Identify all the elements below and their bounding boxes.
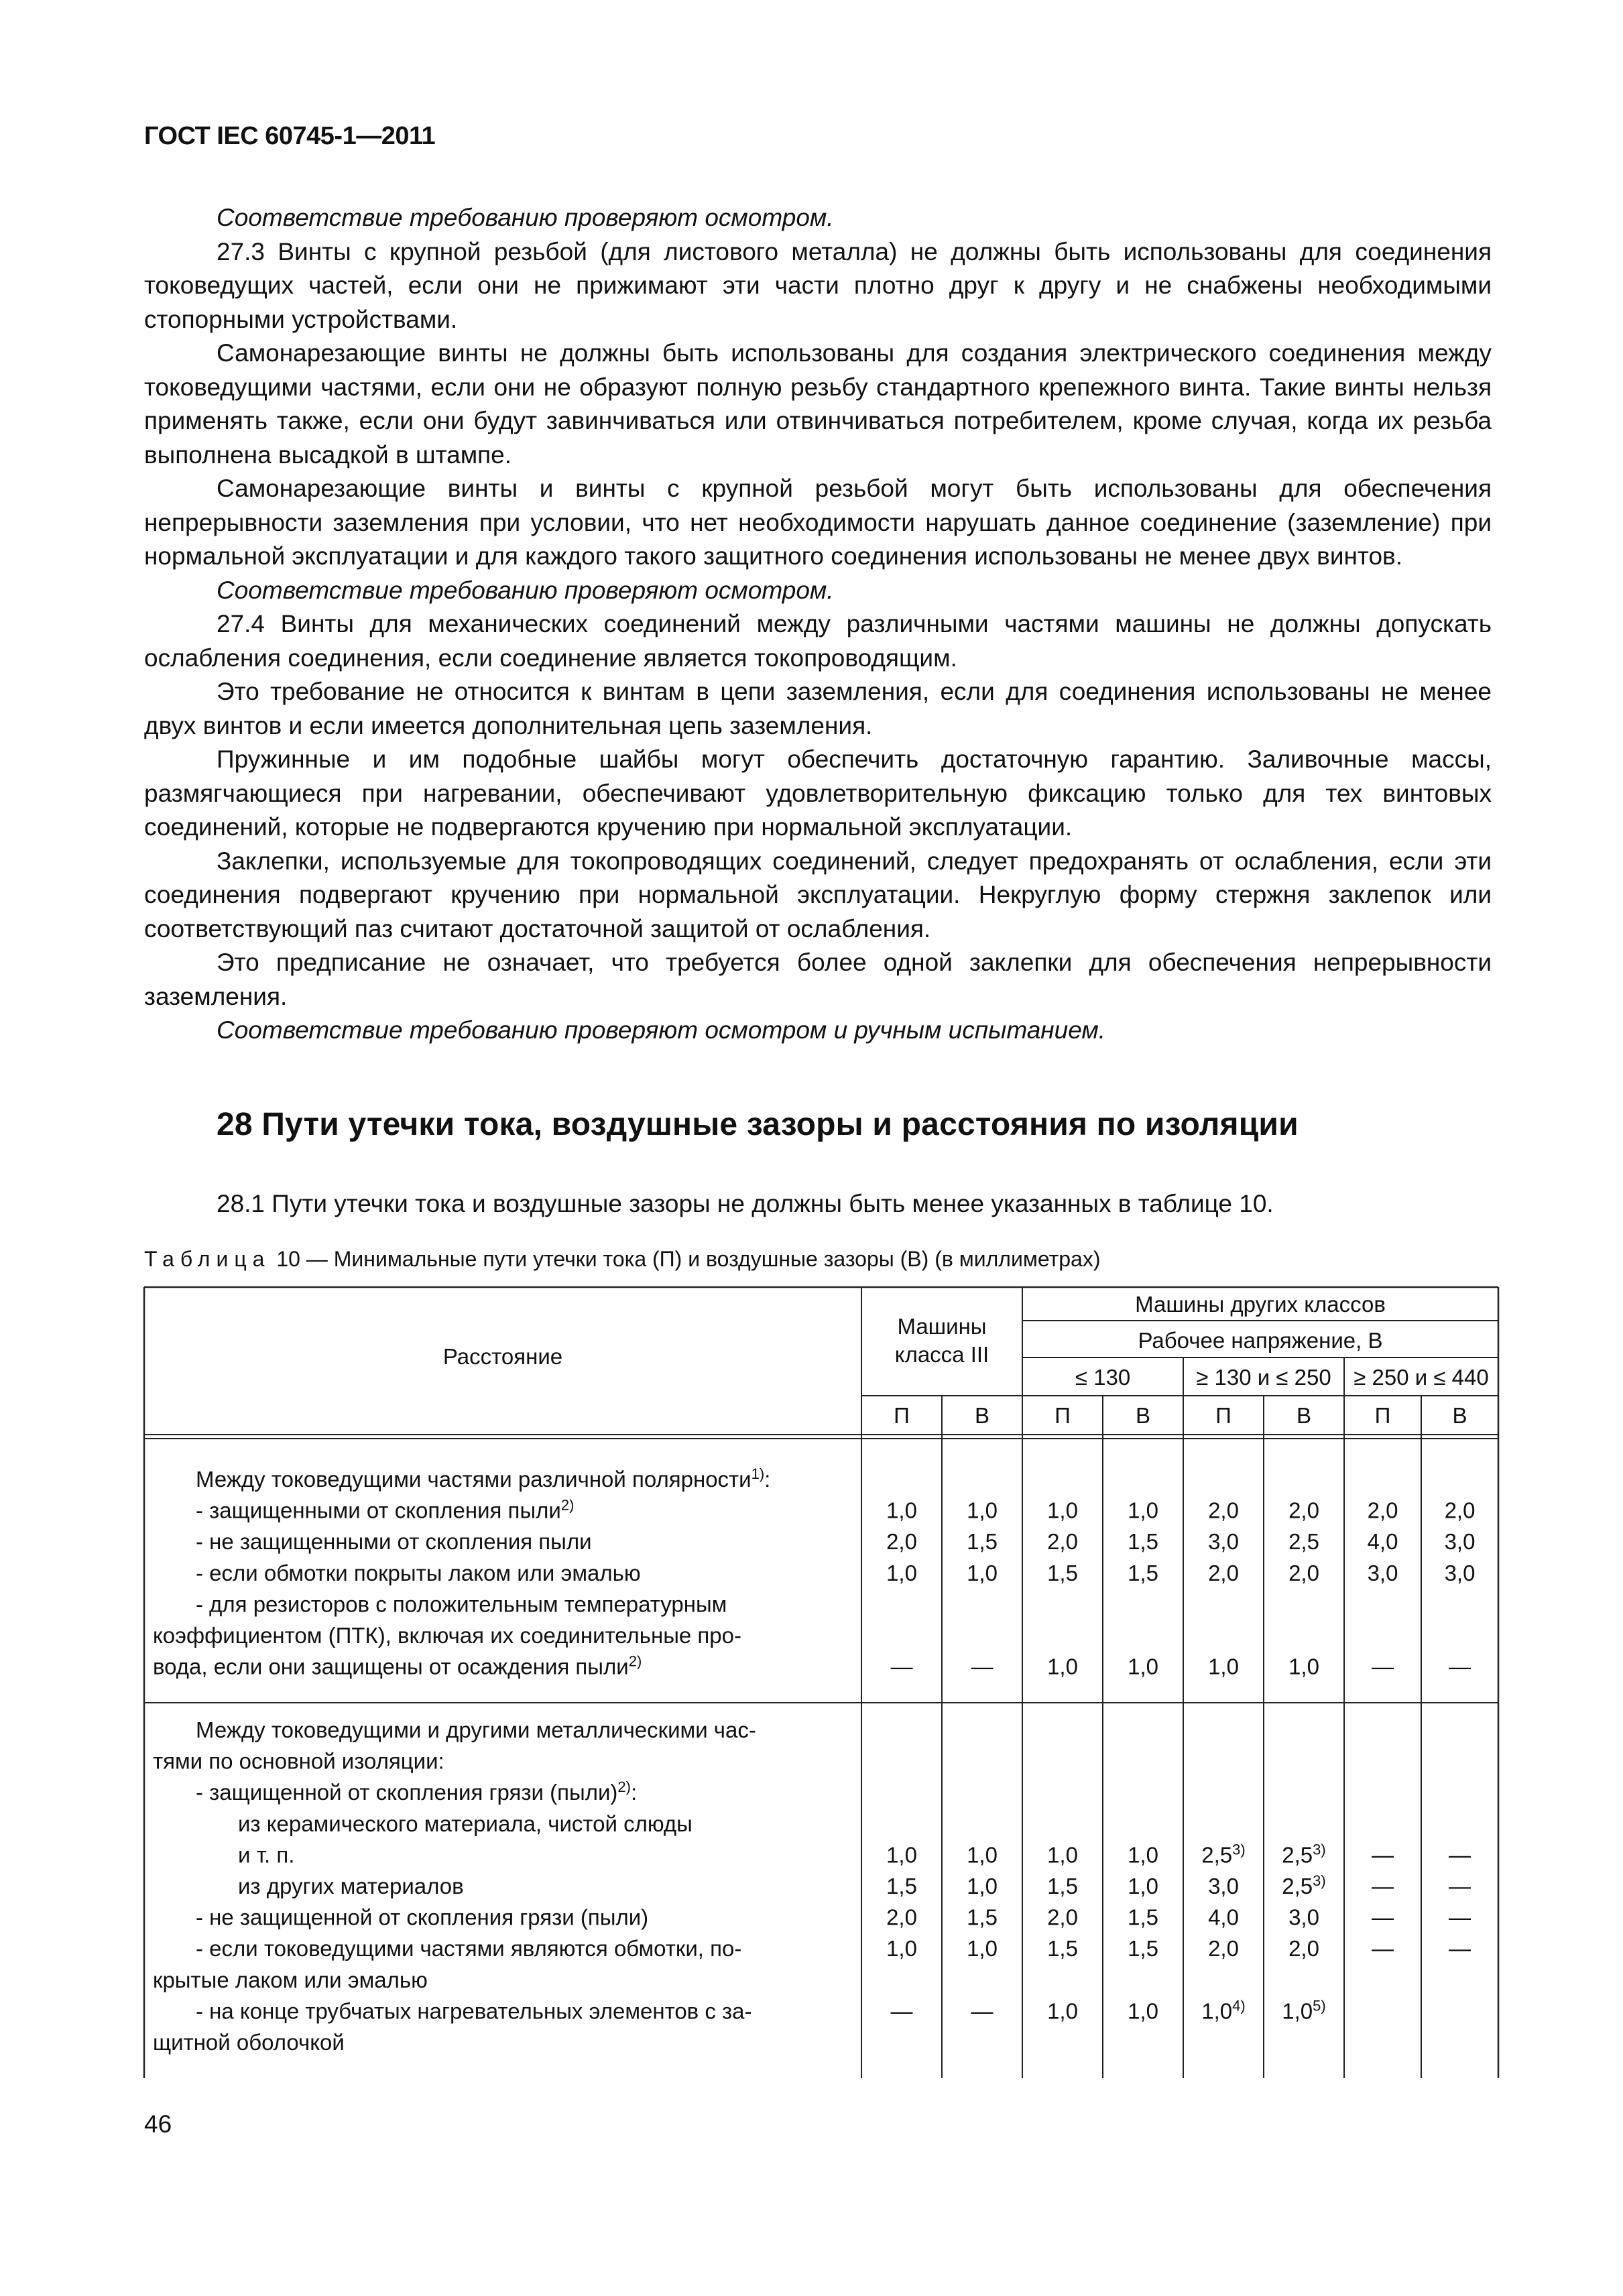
clause-28-1: 28.1 Пути утечки тока и воздушные зазоры не должны быть менее указанных в таблице 10.	[217, 1190, 1274, 1217]
cell-number: 2,0	[1047, 1905, 1078, 1930]
cell-number: 1,0	[886, 1936, 917, 1961]
paragraph: Самонарезающие винты не должны быть использованы для создания электрического соединения между токоведущими частями, если они не образуют полную резьбу стандартного крепежного винта. Такие винты нельзя применять также, если они будут завинчиваться или отвинчиваться потребителем, кроме случая, когда их резьба выполнена высадкой в штампе.	[144, 339, 1492, 469]
cell-number: —	[1449, 1874, 1471, 1898]
cell-number: —	[1372, 1936, 1394, 1961]
cell-number: 2,5	[1201, 1842, 1233, 1868]
table-cell-value	[1128, 1529, 1158, 1554]
cell-number: 1,0	[967, 1874, 998, 1898]
row-label-line	[196, 1717, 756, 1742]
header-p-b: В	[1135, 1403, 1151, 1428]
table-cell-value	[1288, 1529, 1319, 1554]
cell-number: 2,5	[1288, 1529, 1319, 1555]
table-cell-value	[1282, 1872, 1325, 1898]
header-p-b: В	[1296, 1403, 1312, 1428]
table-cell-value	[1372, 1874, 1394, 1898]
row-label-line	[196, 1936, 741, 1961]
table-cell-value	[1128, 1561, 1158, 1585]
cell-number: 2,5	[1282, 1842, 1313, 1868]
footnote-ref: 3)	[1313, 1872, 1326, 1889]
cell-number: 3,0	[1367, 1560, 1398, 1585]
row-label-text: крытые лаком или эмалью	[153, 1967, 428, 1992]
paragraph: Это предписание не означает, что требуется более одной заклепки для обеспечения непрерывности заземления.	[144, 949, 1492, 1010]
cell-number: —	[971, 1654, 994, 1679]
cell-number: 3,0	[1208, 1529, 1239, 1555]
table-cell-value	[967, 1936, 998, 1961]
footnote-ref: 5)	[1313, 1997, 1326, 2014]
table-cell-value	[1128, 1905, 1158, 1930]
cell-number: 1,5	[967, 1529, 998, 1555]
row-label-text: - на конце трубчатых нагревательных элементов с за-	[196, 1998, 752, 2024]
row-label-text: щитной оболочкой	[153, 2030, 345, 2055]
cell-number: 1,0	[967, 1560, 998, 1585]
cell-number: 2,0	[886, 1905, 917, 1930]
row-label-line	[153, 2030, 345, 2055]
cell-number: —	[1372, 1842, 1394, 1868]
table-cell-value	[1449, 1842, 1471, 1867]
paragraph: Это требование не относится к винтам в цепи заземления, если для соединения использованы не менее двух винтов и если имеется дополнительная цепь заземления.	[144, 678, 1492, 739]
header-working-voltage: Рабочее напряжение, В	[1138, 1328, 1383, 1353]
table-cell-value	[1047, 1561, 1078, 1585]
header-voltage-range: ≥ 250 и ≤ 440	[1354, 1365, 1489, 1390]
table-cell-value	[886, 1842, 917, 1867]
row-label-text: из керамического материала, чистой слюды	[238, 1811, 693, 1836]
cell-number: —	[890, 1654, 913, 1679]
cell-number: —	[1449, 1905, 1471, 1930]
row-label-line	[196, 1998, 752, 2023]
row-label-text: - не защищенными от скопления пыли	[196, 1529, 592, 1555]
table-cell-value	[1282, 1841, 1325, 1867]
table-cell-value	[967, 1842, 998, 1867]
cell-number: 1,0	[1282, 1998, 1313, 2024]
cell-number: 2,0	[1288, 1936, 1319, 1961]
cell-number: 1,0	[886, 1842, 917, 1868]
row-label-line	[153, 1968, 428, 1992]
cell-number: —	[971, 1998, 994, 2024]
cell-number: 2,0	[1208, 1560, 1239, 1585]
row-label-line	[238, 1874, 464, 1898]
cell-number: 2,0	[1444, 1498, 1476, 1523]
footnote-ref: 1)	[751, 1465, 765, 1482]
table-cell-value	[1128, 1498, 1158, 1523]
footnote-ref: 2)	[628, 1652, 642, 1670]
cell-number: 1,5	[886, 1874, 917, 1898]
cell-number: 1,0	[967, 1842, 998, 1868]
row-label-line	[196, 1905, 648, 1930]
row-label-text: из других материалов	[238, 1874, 464, 1898]
cell-number: 3,0	[1444, 1529, 1476, 1555]
cell-number: 1,0	[967, 1936, 998, 1961]
table-cell-value	[1128, 1936, 1158, 1961]
row-label-text: - защищенными от скопления пыли	[196, 1498, 561, 1523]
cell-number: 1,0	[1288, 1654, 1319, 1679]
table-cell-value	[967, 1905, 998, 1930]
table-cell-value	[971, 1998, 994, 2023]
cell-number: 4,0	[1208, 1905, 1239, 1930]
table-cell-value	[971, 1654, 994, 1679]
row-label-text: Между токоведущими частями различной полярности	[196, 1467, 752, 1492]
table-cell-value	[1208, 1905, 1239, 1930]
header-p-b: П	[894, 1403, 910, 1428]
table-cell-value	[1288, 1498, 1319, 1523]
row-label-text: - для резисторов с положительным температурным	[196, 1591, 727, 1617]
row-label-text: - не защищенной от скопления грязи (пыли)	[196, 1905, 649, 1930]
row-label-line	[153, 1623, 741, 1648]
table-cell-value	[1288, 1905, 1319, 1930]
table-cell-value	[1368, 1498, 1398, 1523]
cell-number: 1,5	[1047, 1560, 1078, 1585]
paragraph: Соответствие требованию проверяют осмотром и ручным испытанием.	[217, 1016, 1106, 1044]
cell-number: 2,0	[1047, 1529, 1078, 1555]
cell-number: —	[1449, 1842, 1471, 1868]
header-p-b: В	[1452, 1403, 1467, 1428]
header-voltage-range: ≥ 130 и ≤ 250	[1196, 1365, 1331, 1390]
table-cell-value	[1445, 1561, 1476, 1585]
paragraph: Самонарезающие винты и винты с крупной резьбой могут быть использованы для обеспечения непрерывности заземления при условии, что нет необходимости нарушать данное соединение (заземление) при нормальной эксплуатации и для каждого такого защитного соединения использованы не менее двух винтов.	[144, 475, 1492, 570]
section-title: 28 Пути утечки тока, воздушные зазоры и расстояния по изоляции	[217, 1107, 1299, 1142]
table-cell-value	[1047, 1936, 1078, 1961]
cell-number: 1,5	[1047, 1874, 1078, 1898]
cell-number: 1,5	[1128, 1560, 1158, 1585]
header-other-classes: Машины других классов	[1135, 1292, 1386, 1317]
table-cell-value	[1449, 1936, 1471, 1961]
table-cell-value	[1047, 1529, 1078, 1554]
cell-number: —	[1372, 1654, 1394, 1679]
table-cell-value	[1047, 1998, 1078, 2023]
footnote-ref: 2)	[617, 1778, 631, 1796]
table-cell-value	[1128, 1842, 1158, 1867]
table-cell-value	[1128, 1654, 1158, 1679]
paragraph: Соответствие требованию проверяют осмотром.	[217, 576, 834, 604]
table-cell-value	[1445, 1529, 1476, 1554]
cell-number: 2,0	[1208, 1936, 1239, 1961]
paragraph: Заклепки, используемые для токопроводящих соединений, следует предохранять от ослабления, если эти соединения подвергают кручению при нормальной эксплуатации. Некруглую форму стержня заклепок или соответствующий паз считают достаточной защитой от ослабления.	[144, 847, 1492, 943]
row-label-line	[196, 1591, 727, 1616]
cell-number: 1,0	[1128, 1998, 1158, 2024]
cell-number: 1,0	[1128, 1498, 1158, 1523]
table-cell-value	[1047, 1842, 1078, 1867]
header-class3: класса III	[894, 1342, 989, 1367]
cell-number: 2,0	[1367, 1498, 1398, 1523]
cell-number: 2,0	[1208, 1498, 1239, 1523]
header-p-b: П	[1374, 1403, 1391, 1428]
table-caption-word: Таблица	[144, 1247, 271, 1271]
cell-number: 2,0	[1288, 1560, 1319, 1585]
cell-number: 1,0	[1047, 1654, 1078, 1679]
cell-number: 1,0	[967, 1498, 998, 1523]
footnote-ref: 3)	[1313, 1841, 1326, 1858]
table-cell-value	[1368, 1529, 1398, 1554]
table-cell-value	[1449, 1654, 1471, 1679]
document-header: ГОСТ IEC 60745-1—2011	[144, 122, 436, 150]
table-cell-value	[1208, 1498, 1239, 1523]
cell-number: 4,0	[1367, 1529, 1398, 1555]
table-cell-value	[1208, 1874, 1239, 1898]
table-cell-value	[886, 1936, 917, 1961]
table-cell-value	[1368, 1561, 1398, 1585]
table-cell-value	[1201, 1997, 1245, 2023]
table-cell-value	[1208, 1654, 1239, 1679]
row-label-line	[196, 1561, 641, 1585]
table-cell-value	[891, 1654, 913, 1679]
row-label-line	[153, 1749, 444, 1774]
paragraph: Пружинные и им подобные шайбы могут обеспечить достаточную гарантию. Заливочные массы, размягчающиеся при нагревании, обеспечивают удовлетворительную фиксацию только для тех винтовых соединений, которые не подвергаются кручению при нормальной эксплуатации.	[144, 745, 1492, 841]
row-label-text: и т. п.	[238, 1842, 295, 1868]
cell-number: 1,0	[1047, 1842, 1078, 1868]
table-cell-value	[1449, 1874, 1471, 1898]
table-cell-value	[1445, 1498, 1476, 1523]
table-cell-value	[1128, 1874, 1158, 1898]
table-cell-value	[886, 1874, 917, 1898]
cell-number: 1,5	[1128, 1529, 1158, 1555]
header-p-b: П	[1215, 1403, 1231, 1428]
table-cell-value	[967, 1498, 998, 1523]
cell-number: 1,5	[967, 1905, 998, 1930]
row-label-punct: :	[764, 1467, 771, 1492]
row-label-text: коэффициентом (ПТК), включая их соединительные про-	[153, 1623, 741, 1648]
cell-number: 1,0	[886, 1498, 917, 1523]
cell-number: 2,0	[886, 1529, 917, 1555]
table-cell-value	[1288, 1936, 1319, 1961]
paragraph: Соответствие требованию проверяют осмотром.	[217, 204, 834, 231]
table-cell-value	[967, 1874, 998, 1898]
paragraph: 27.4 Винты для механических соединений между различными частями машины не должны допускать ослабления соединения, если соединение является токопроводящим.	[144, 610, 1492, 672]
table-cell-value	[1372, 1842, 1394, 1867]
cell-number: 1,5	[1047, 1936, 1078, 1961]
footnote-ref: 2)	[560, 1496, 575, 1514]
page-number: 46	[144, 2110, 172, 2138]
cell-number: 1,5	[1128, 1905, 1158, 1930]
table-cell-value	[1047, 1874, 1078, 1898]
row-label-line	[196, 1778, 637, 1805]
table-cell-value	[1208, 1561, 1239, 1585]
cell-number: —	[890, 1998, 913, 2024]
row-label-text: вода, если они защищены от осаждения пыли	[153, 1654, 629, 1679]
table-cell-value	[1047, 1905, 1078, 1930]
row-label-text: тями по основной изоляции:	[153, 1748, 444, 1774]
table-caption-text: 10 — Минимальные пути утечки тока (П) и воздушные зазоры (В) (в миллиметрах)	[276, 1247, 1101, 1271]
cell-number: 1,0	[1047, 1498, 1078, 1523]
table-cell-value	[1282, 1997, 1325, 2023]
row-label-text: - защищенной от скопления грязи (пыли)	[196, 1780, 618, 1805]
row-label-line	[153, 1653, 642, 1679]
header-p-b: П	[1055, 1403, 1071, 1428]
cell-number: 1,0	[1128, 1874, 1158, 1898]
table-cell-value	[891, 1998, 913, 2023]
cell-number: —	[1372, 1905, 1394, 1930]
row-label-text: - если токоведущими частями являются обмотки, по-	[196, 1936, 742, 1961]
cell-number: 3,0	[1208, 1874, 1239, 1898]
cell-number: —	[1449, 1654, 1471, 1679]
cell-number: 1,0	[1128, 1654, 1158, 1679]
table-cell-value	[1201, 1841, 1245, 1867]
table-cell-value	[1372, 1936, 1394, 1961]
cell-number: 1,0	[1047, 1998, 1078, 2024]
table-cell-value	[1208, 1936, 1239, 1961]
row-label-line	[196, 1497, 574, 1523]
table-cell-value	[967, 1561, 998, 1585]
table-cell-value	[1047, 1498, 1078, 1523]
table-cell-value	[1208, 1529, 1239, 1554]
cell-number: 1,0	[1208, 1654, 1239, 1679]
cell-number: 3,0	[1444, 1560, 1476, 1585]
row-label-line	[238, 1842, 294, 1867]
footnote-ref: 3)	[1232, 1841, 1246, 1858]
cell-number: 3,0	[1288, 1905, 1319, 1930]
table-cell-value	[1449, 1905, 1471, 1930]
table-cell-value	[886, 1561, 917, 1585]
footnote-ref: 4)	[1232, 1997, 1246, 2014]
table-cell-value	[886, 1905, 917, 1930]
row-label-line	[196, 1465, 770, 1492]
row-label-punct: :	[630, 1780, 638, 1805]
table-cell-value	[1288, 1561, 1319, 1585]
row-label-text: Между токоведущими и другими металлическими час-	[196, 1717, 756, 1742]
row-label-text: - если обмотки покрыты лаком или эмалью	[196, 1560, 641, 1585]
paragraph: 27.3 Винты с крупной резьбой (для листового металла) не должны быть использованы для соединения токоведущих частей, если они не прижимают эти части плотно друг к другу и не снабжены необходимыми стопорными устройствами.	[144, 237, 1492, 333]
cell-number: 1,0	[1201, 1998, 1233, 2024]
header-class3: Машины	[897, 1314, 987, 1339]
header-voltage-range: ≤ 130	[1075, 1365, 1131, 1390]
cell-number: 2,5	[1282, 1874, 1313, 1898]
table-cell-value	[886, 1498, 917, 1523]
cell-number: 1,0	[886, 1560, 917, 1585]
table-cell-value	[1372, 1654, 1394, 1679]
header-distance: Расстояние	[442, 1344, 563, 1369]
table-cell-value	[967, 1529, 998, 1554]
header-p-b: В	[974, 1403, 990, 1428]
cell-number: —	[1372, 1874, 1394, 1898]
row-label-line	[196, 1529, 592, 1554]
table-cell-value	[1047, 1654, 1078, 1679]
cell-number: 1,5	[1128, 1936, 1158, 1961]
table-cell-value	[1288, 1654, 1319, 1679]
table-cell-value	[1128, 1998, 1158, 2023]
table-cell-value	[1372, 1905, 1394, 1930]
cell-number: —	[1449, 1936, 1471, 1961]
cell-number: 1,0	[1128, 1842, 1158, 1868]
table-cell-value	[886, 1529, 917, 1554]
cell-number: 2,0	[1288, 1498, 1319, 1523]
row-label-line	[238, 1811, 693, 1836]
